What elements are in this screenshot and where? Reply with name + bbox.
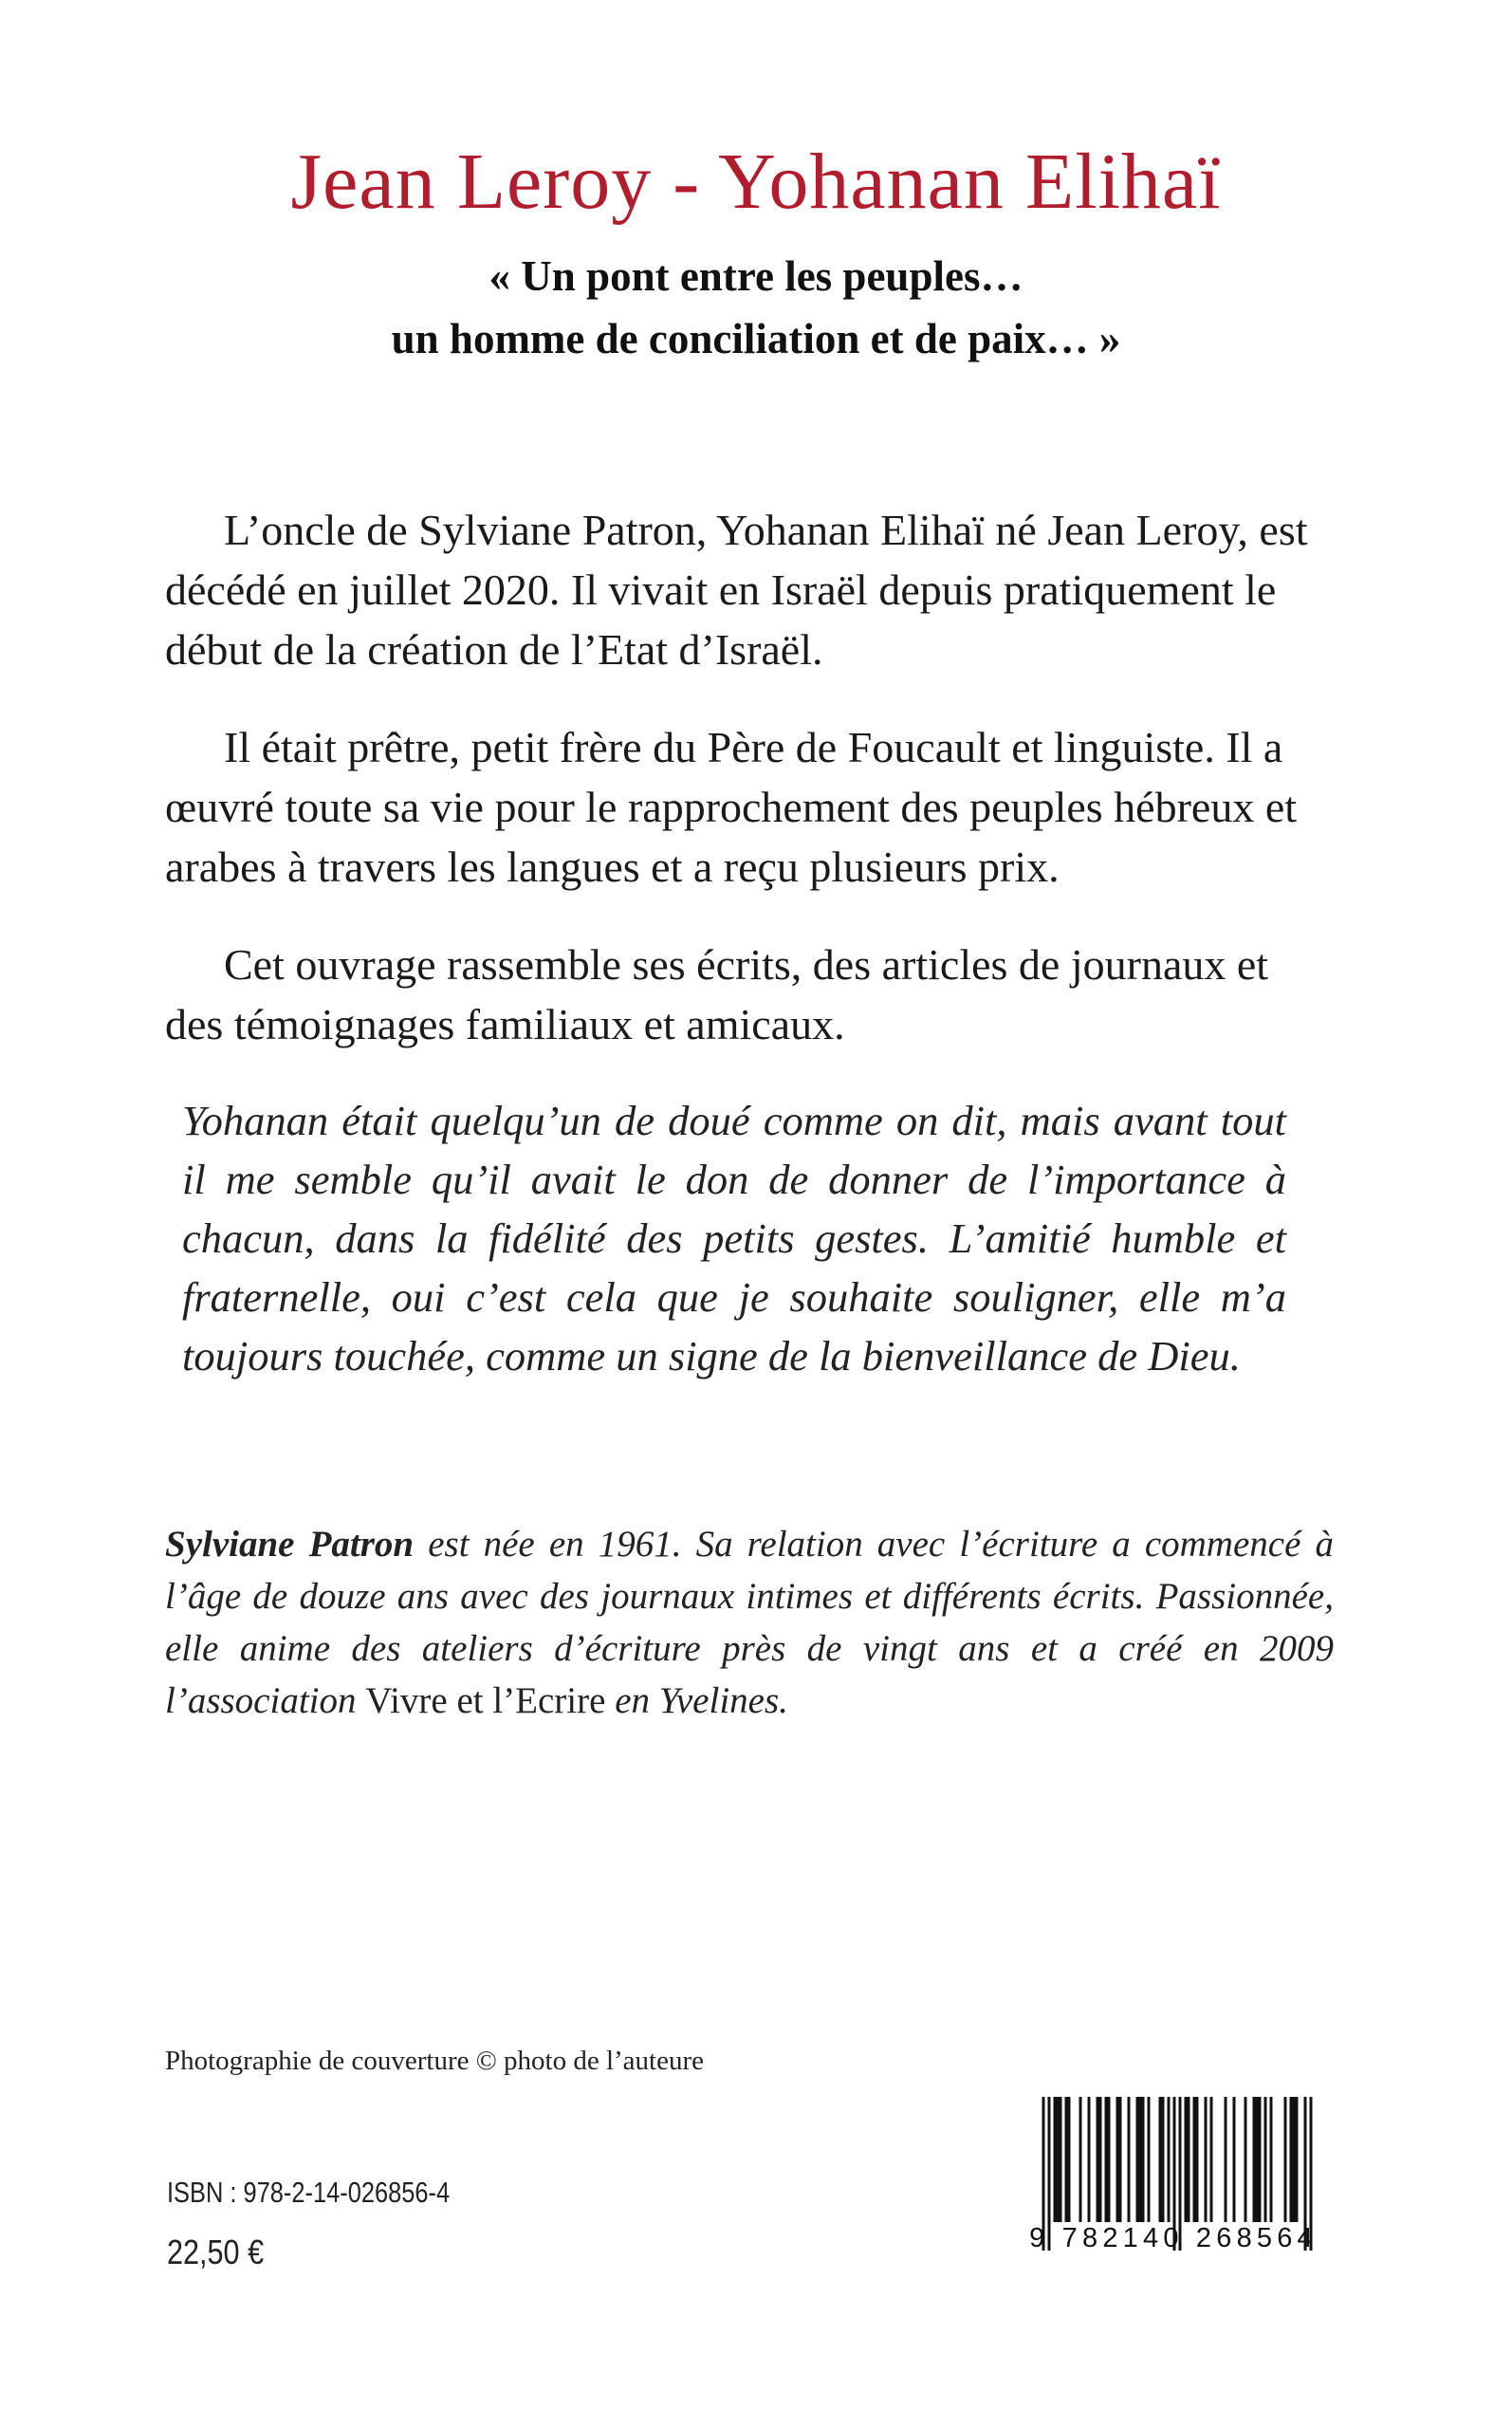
barcode-bar [1159,2097,1162,2222]
barcode-bar [1290,2097,1293,2222]
barcode-bar [1196,2097,1199,2222]
summary-paragraph-3: Cet ouvrage rassemble ses écrits, des articles de journaux et des témoignages familiaux et amicaux. [165,940,1269,1048]
barcode-bar [1188,2097,1190,2222]
photo-credit: Photographie de couverture © photo de l’auteure [165,2046,705,2076]
author-bio [165,1518,1334,1727]
barcode-bar [1139,2097,1142,2222]
price: 22,50 € [167,2233,265,2271]
association-name: Vivre et l’Ecrire [365,1680,606,1721]
author-name: Sylviane Patron [165,1524,415,1565]
barcode-bar [1210,2097,1213,2222]
barcode-bar [1205,2097,1208,2222]
barcode-bar [1119,2097,1122,2222]
subtitle-line-1: « Un pont entre les peuples… [489,252,1023,300]
barcode-bar [1225,2097,1227,2222]
barcode-bar [1097,2097,1099,2222]
barcode-bar [1245,2097,1247,2222]
barcode-bar [1099,2097,1102,2222]
barcode-bar [1128,2097,1131,2222]
barcode-bar [1256,2097,1259,2222]
barcode-bar [1293,2097,1296,2222]
barcode-bar [1142,2097,1145,2222]
barcode-bar [1264,2097,1267,2222]
summary-paragraph-1: L’oncle de Sylviane Patron, Yohanan Elihaï né Jean Leroy, est décédé en juillet 2020. Il vivait en Israël depuis pratiquement le début de la création de l’Etat d’Israël. [165,506,1308,674]
testimonial-quote: Yohanan était quelqu’un de doué comme on dit, mais avant tout il me semble qu’il avait le don de donner de l’importance à chacun, dans la fidélité des petits gestes. L’amitié humble et fraternelle, oui c’est cela que je souhaite souligner, elle m’a toujours touchée, comme un signe de la bienveillance de Dieu. [182,1097,1286,1380]
barcode-bar [1284,2097,1287,2222]
book-subtitle [0,245,1512,370]
barcode-bar [1065,2097,1068,2222]
barcode-bar [1060,2097,1062,2222]
barcode-digits: 9 782140 268564 [1029,2223,1318,2253]
barcode-bar [1079,2097,1082,2222]
barcode-bar [1054,2097,1057,2222]
barcode-bar [1296,2097,1299,2222]
barcode-bar [1148,2097,1151,2222]
barcode-bar [1270,2097,1273,2222]
isbn: ISBN : 978-2-14-026856-4 [167,2176,451,2209]
barcode-bar [1233,2097,1236,2222]
barcode-bar [1253,2097,1256,2222]
summary-paragraph-2: Il était prêtre, petit frère du Père de Foucault et linguiste. Il a œuvré toute sa vie pour le rapprochement des peuples hébreux et arabes à travers les langues et a reçu plusieurs prix. [165,723,1298,891]
barcode-bar [1116,2097,1119,2222]
barcode-bar [1108,2097,1111,2222]
subtitle-line-2: un homme de conciliation et de paix… » [391,315,1121,362]
barcode-bar [1168,2097,1171,2222]
barcode-bar [1136,2097,1139,2222]
barcode-bar [1185,2097,1188,2222]
barcode-bar [1088,2097,1091,2222]
barcode-bar [1162,2097,1165,2222]
barcode-bar [1068,2097,1071,2222]
barcode-bar [1259,2097,1262,2222]
barcode-bar [1105,2097,1108,2222]
summary-section [165,500,1334,1092]
book-title: Jean Leroy - Yohanan Elihaï [290,138,1222,226]
barcode-bar [1057,2097,1060,2222]
author-bio-text-1: est née en 1961. Sa relation avec l’écriture a commencé à l’âge de douze ans avec des journaux intimes et différents écrits. Passionnée, elle anime des ateliers d’écriture près de vingt ans et a créé en 2009 l’association [165,1524,1334,1721]
barcode-bar [1193,2097,1196,2222]
author-bio-text-2: en Yvelines. [605,1680,788,1721]
